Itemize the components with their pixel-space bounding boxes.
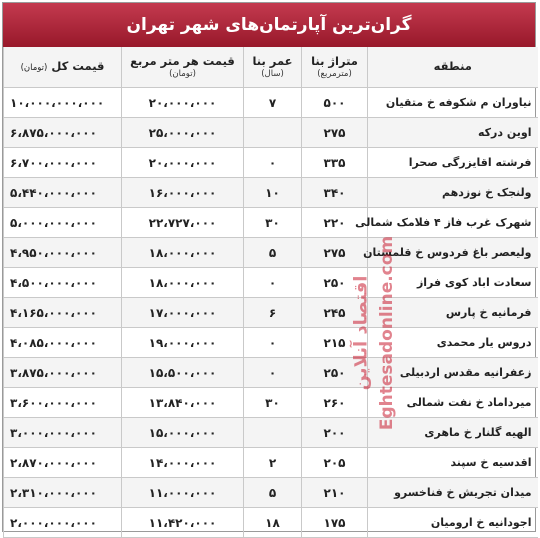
total-price-cell: ۳،۶۰۰،۰۰۰،۰۰۰ [4,388,122,418]
table-row [4,238,538,268]
apartment-price-table [3,47,538,538]
header-region: منطقه [368,47,538,88]
total-price-cell: ۲،۰۰۰،۰۰۰،۰۰۰ [4,508,122,538]
area-cell: ۲۲۰ [302,208,368,238]
region-cell: اوین درکه [368,118,538,148]
total-price-cell: ۶،۸۷۵،۰۰۰،۰۰۰ [4,118,122,148]
total-price-cell: ۲،۳۱۰،۰۰۰،۰۰۰ [4,478,122,508]
region-cell: میرداماد خ نفت شمالی [368,388,538,418]
price-per-meter-cell: ۱۸،۰۰۰،۰۰۰ [122,238,244,268]
table-row [4,178,538,208]
price-per-meter-cell: ۱۴،۰۰۰،۰۰۰ [122,448,244,478]
region-cell: سعادت اباد کوی فراز [368,268,538,298]
header-total-price: قیمت کل (تومان) [4,47,122,88]
price-table-card [2,2,536,532]
table-row [4,448,538,478]
price-per-meter-cell: ۲۲،۷۲۷،۰۰۰ [122,208,244,238]
area-cell: ۲۰۵ [302,448,368,478]
price-per-meter-cell: ۱۱،۰۰۰،۰۰۰ [122,478,244,508]
header-row [4,47,538,88]
area-cell: ۲۷۵ [302,118,368,148]
age-cell: ۰ [244,358,302,388]
total-price-cell: ۵،۰۰۰،۰۰۰،۰۰۰ [4,208,122,238]
age-cell [244,118,302,148]
header-area: متراژ بنا (مترمربع) [302,47,368,88]
price-per-meter-cell: ۲۰،۰۰۰،۰۰۰ [122,88,244,118]
table-row [4,328,538,358]
price-per-meter-cell: ۲۰،۰۰۰،۰۰۰ [122,148,244,178]
area-cell: ۲۴۵ [302,298,368,328]
age-cell: ۱۸ [244,508,302,538]
table-row [4,478,538,508]
region-cell: میدان تجریش خ فناخسرو [368,478,538,508]
age-cell: ۰ [244,148,302,178]
table-row [4,88,538,118]
total-price-cell: ۴،۹۵۰،۰۰۰،۰۰۰ [4,238,122,268]
price-per-meter-cell: ۱۱،۴۲۰،۰۰۰ [122,508,244,538]
region-cell: فرشته اقایزرگی صحرا [368,148,538,178]
region-cell: شهرک غرب فاز ۴ فلامک شمالی [368,208,538,238]
age-cell: ۵ [244,238,302,268]
area-cell: ۲۱۵ [302,328,368,358]
age-cell: ۳۰ [244,208,302,238]
total-price-cell: ۳،۰۰۰،۰۰۰،۰۰۰ [4,418,122,448]
price-per-meter-cell: ۱۷،۰۰۰،۰۰۰ [122,298,244,328]
age-cell [244,418,302,448]
age-cell: ۷ [244,88,302,118]
total-price-cell: ۱۰،۰۰۰،۰۰۰،۰۰۰ [4,88,122,118]
area-cell: ۱۷۵ [302,508,368,538]
region-cell: ولنجک خ نوزدهم [368,178,538,208]
table-row [4,148,538,178]
area-cell: ۲۷۵ [302,238,368,268]
price-per-meter-cell: ۱۶،۰۰۰،۰۰۰ [122,178,244,208]
total-price-cell: ۴،۵۰۰،۰۰۰،۰۰۰ [4,268,122,298]
table-row [4,358,538,388]
age-cell: ۱۰ [244,178,302,208]
total-price-cell: ۴،۱۶۵،۰۰۰،۰۰۰ [4,298,122,328]
price-per-meter-cell: ۲۵،۰۰۰،۰۰۰ [122,118,244,148]
table-row [4,298,538,328]
region-cell: نیاوران م شکوفه خ متقیان [368,88,538,118]
total-price-cell: ۳،۸۷۵،۰۰۰،۰۰۰ [4,358,122,388]
area-cell: ۲۶۰ [302,388,368,418]
age-cell: ۶ [244,298,302,328]
area-cell: ۳۳۵ [302,148,368,178]
total-price-cell: ۲،۸۷۰،۰۰۰،۰۰۰ [4,448,122,478]
header-age: عمر بنا (سال) [244,47,302,88]
region-cell: اجودانیه خ ارومیان [368,508,538,538]
area-cell: ۵۰۰ [302,88,368,118]
age-cell: ۲ [244,448,302,478]
table-row [4,268,538,298]
area-cell: ۲۵۰ [302,268,368,298]
region-cell: زعفرانیه مقدس اردبیلی [368,358,538,388]
area-cell: ۲۰۰ [302,418,368,448]
price-per-meter-cell: ۱۳،۸۴۰،۰۰۰ [122,388,244,418]
price-per-meter-cell: ۱۸،۰۰۰،۰۰۰ [122,268,244,298]
table-row [4,208,538,238]
price-per-meter-cell: ۱۹،۰۰۰،۰۰۰ [122,328,244,358]
region-cell: فرمانیه خ پارس [368,298,538,328]
age-cell: ۰ [244,268,302,298]
age-cell: ۵ [244,478,302,508]
table-row [4,388,538,418]
age-cell: ۳۰ [244,388,302,418]
table-row [4,418,538,448]
area-cell: ۳۴۰ [302,178,368,208]
table-title: گران‌ترین آپارتمان‌های شهر تهران [3,3,535,47]
region-cell: دروس یار محمدی [368,328,538,358]
region-cell: الهیه گلنار خ ماهری [368,418,538,448]
area-cell: ۲۱۰ [302,478,368,508]
region-cell: اقدسیه خ سپند [368,448,538,478]
watermark-fa: اقتصاد آنلاین [350,275,372,391]
region-cell: ولیعصر باغ فردوس خ قلمستان [368,238,538,268]
total-price-cell: ۶،۷۰۰،۰۰۰،۰۰۰ [4,148,122,178]
total-price-cell: ۴،۰۸۵،۰۰۰،۰۰۰ [4,328,122,358]
total-price-cell: ۵،۴۴۰،۰۰۰،۰۰۰ [4,178,122,208]
age-cell: ۰ [244,328,302,358]
table-row [4,508,538,538]
area-cell: ۲۵۰ [302,358,368,388]
header-price-per-meter: قیمت هر متر مربع (تومان) [122,47,244,88]
watermark-en: Eghtesadonline.com [377,235,397,431]
price-per-meter-cell: ۱۵،۰۰۰،۰۰۰ [122,418,244,448]
price-per-meter-cell: ۱۵،۵۰۰،۰۰۰ [122,358,244,388]
table-row [4,118,538,148]
